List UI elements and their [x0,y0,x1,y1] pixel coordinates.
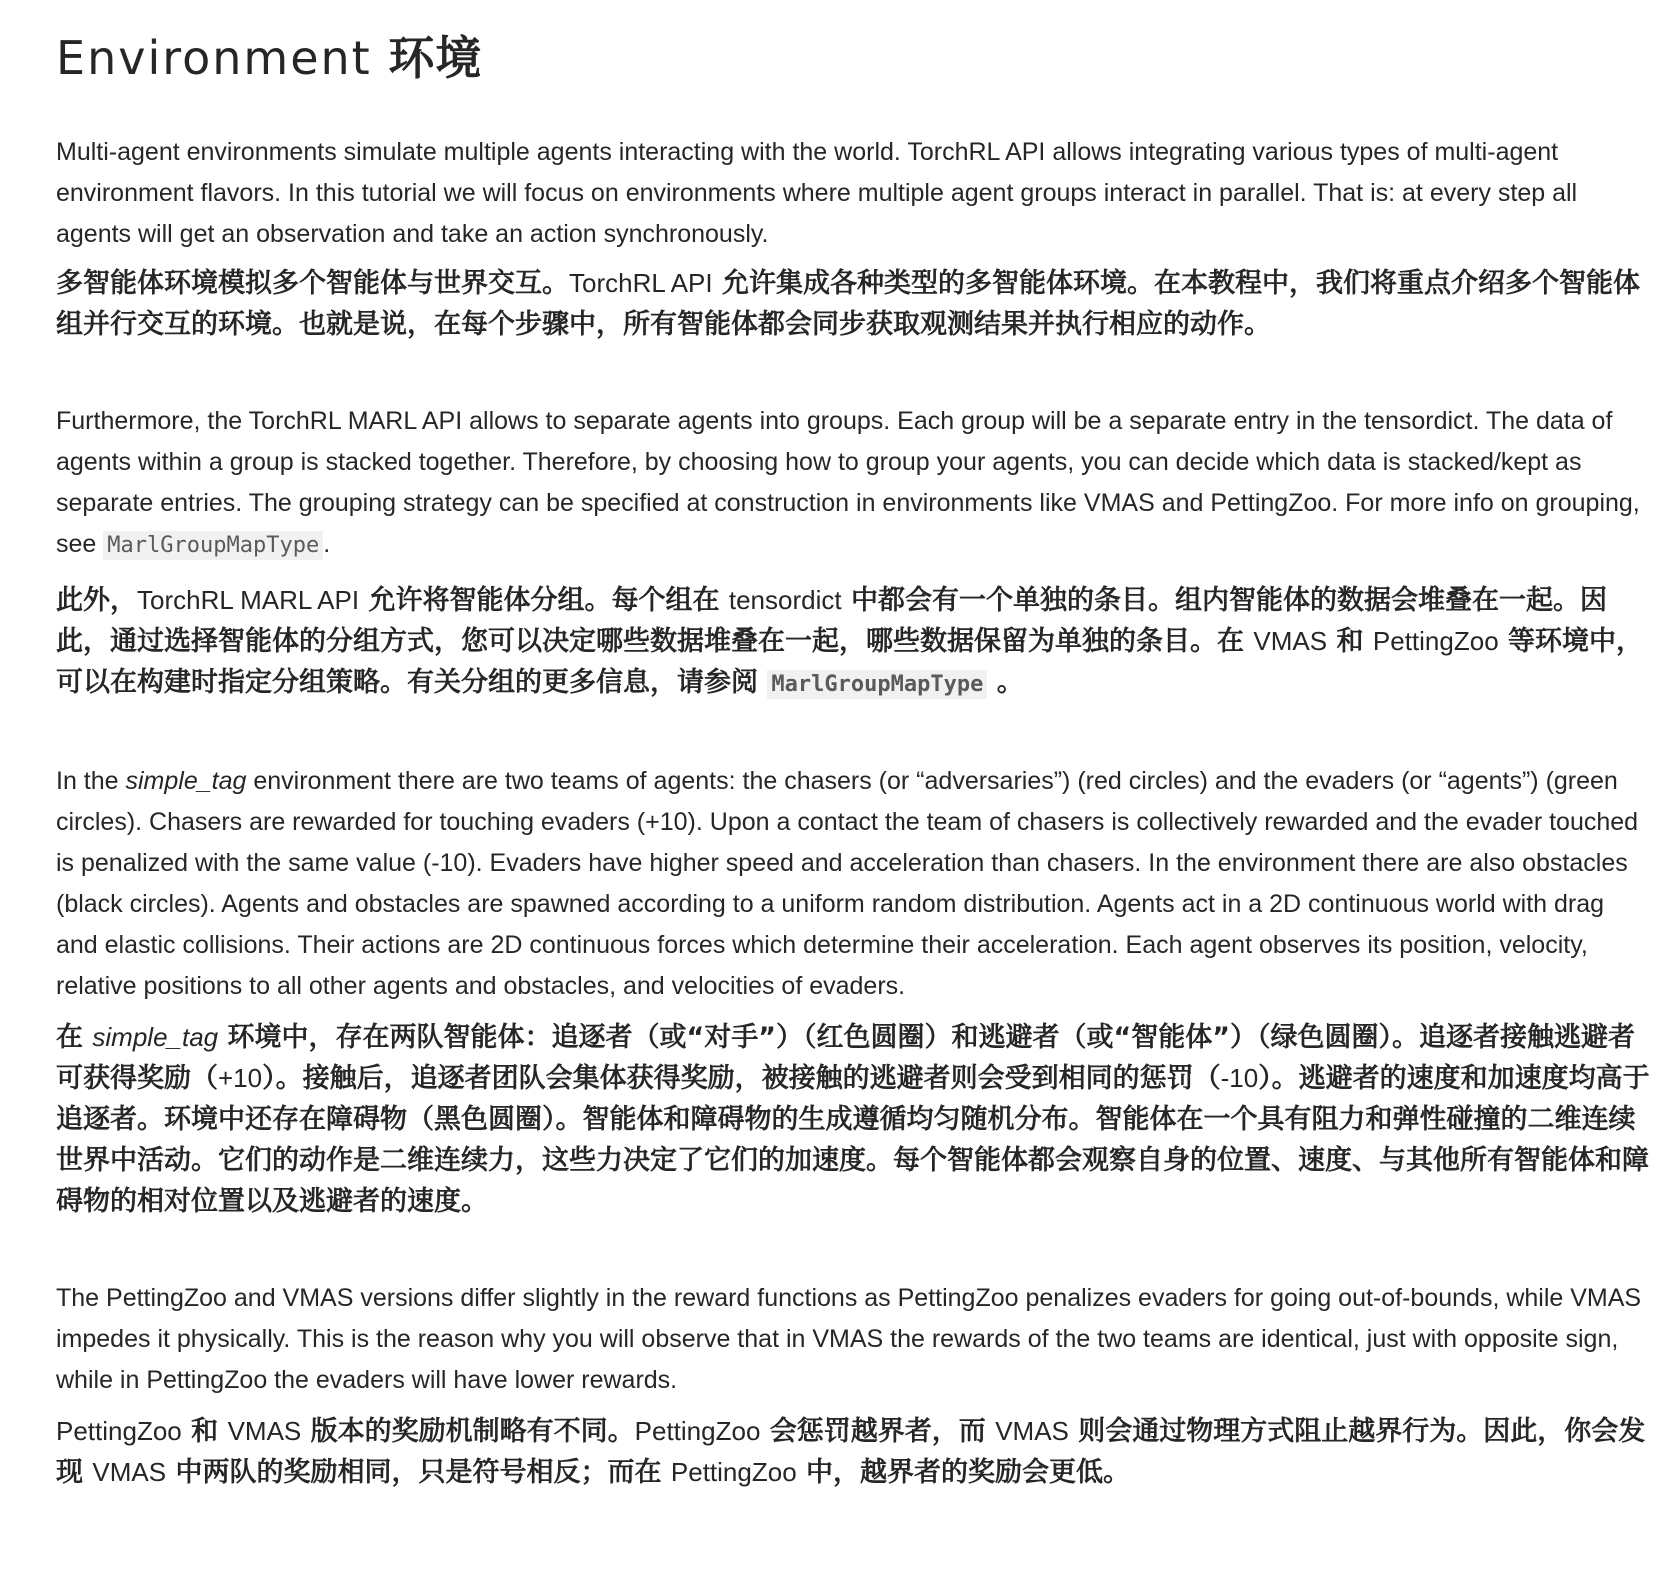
paragraph-en: In the simple_tag environment there are two teams of agents: the chasers (or “adversaries”) (red circles) and the evaders (or “agents”) (green circles). Chasers are rewarded for touching evaders (+10). Upon a contact the team of chasers is collectively rewarded and the evader touched is penalized with the same value (-10). Evaders have higher speed and acceleration than chasers. In the environment there are also obstacles (black circles). Agents and obstacles are spawned according to a uniform random distribution. Agents act in a 2D continuous world with drag and elastic collisions. Their actions are 2D continuous forces which determine their acceleration. Each agent observes its position, velocity, relative positions to all other agents and obstacles, and velocities of evaders. [56,767,1639,1000]
marl-group-map-type-link[interactable]: MarlGroupMapType [767,670,987,699]
paragraph-en: The PettingZoo and VMAS versions differ slightly in the reward functions as PettingZoo penalizes evaders for going out-of-bounds, while VMAS impedes it physically. This is the reason why you will observe that in VMAS the rewards of the two teams are identical, just with opposite sign, while in PettingZoo the evaders will have lower rewards. [56,1284,1642,1394]
paragraph-zh: 在 simple_tag 环境中，存在两队智能体：追逐者（或“对手”）（红色圆圈）和逃避者（或“智能体”）（绿色圆圈）。追逐者接触逃避者可获得奖励（+10）。接触后，追逐者团队会集体获得奖励，被接触的逃避者则会受到相同的惩罚（-10）。逃避者的速度和加速度均高于追逐者。环境中还存在障碍物（黑色圆圈）。智能体和障碍物的生成遵循均匀随机分布。智能体在一个具有阻力和弹性碰撞的二维连续世界中活动。它们的动作是二维连续力，这些力决定了它们的加速度。每个智能体都会观察自身的位置、速度、与其他所有智能体和障碍物的相对位置以及逃避者的速度。 [56,1022,1650,1217]
marl-group-map-type-link[interactable]: MarlGroupMapType [103,531,323,560]
paragraph-zh: 多智能体环境模拟多个智能体与世界交互。TorchRL API 允许集成各种类型的多智能体环境。在本教程中，我们将重点介绍多个智能体组并行交互的环境。也就是说，在每个步骤中，所有智能体都会同步获取观测结果并执行相应的动作。 [56,268,1640,340]
section-simple-tag [56,761,1652,1222]
paragraph-zh: PettingZoo 和 VMAS 版本的奖励机制略有不同。PettingZoo 会惩罚越界者，而 VMAS 则会通过物理方式阻止越界行为。因此，你会发现 VMAS 中两队的奖励相同，只是符号相反；而在 PettingZoo 中，越界者的奖励会更低。 [56,1416,1646,1488]
document-page [56,0,1652,1493]
section-intro [56,132,1652,345]
paragraph-en: Furthermore, the TorchRL MARL API allows to separate agents into groups. Each group will be a separate entry in the tensordict. The data of agents within a group is stacked together. Therefore, by choosing how to group your agents, you can decide which data is stacked/kept as separate entries. The grouping strategy can be specified at construction in environments like VMAS and PettingZoo. For more info on grouping, see MarlGroupMapType . [56,407,1640,558]
page-title-zh: 环境 [388,31,483,85]
page-title-en: Environment [56,31,372,85]
section-versions [56,1278,1652,1493]
paragraph-en: Multi-agent environments simulate multiple agents interacting with the world. TorchRL API allows integrating various types of multi-agent environment flavors. In this tutorial we will focus on environments where multiple agent groups interact in parallel. That is: at every step all agents will get an observation and take an action synchronously. [56,138,1578,248]
page-title [56,0,1652,90]
paragraph-zh: 此外，TorchRL MARL API 允许将智能体分组。每个组在 tensordict 中都会有一个单独的条目。组内智能体的数据会堆叠在一起。因此，通过选择智能体的分组方式，您可以决定哪些数据堆叠在一起，哪些数据保留为单独的条目。在 VMAS 和 PettingZoo 等环境中，可以在构建时指定分组策略。有关分组的更多信息，请参阅 MarlGroupMapType 。 [56,585,1644,698]
section-groups [56,401,1652,705]
